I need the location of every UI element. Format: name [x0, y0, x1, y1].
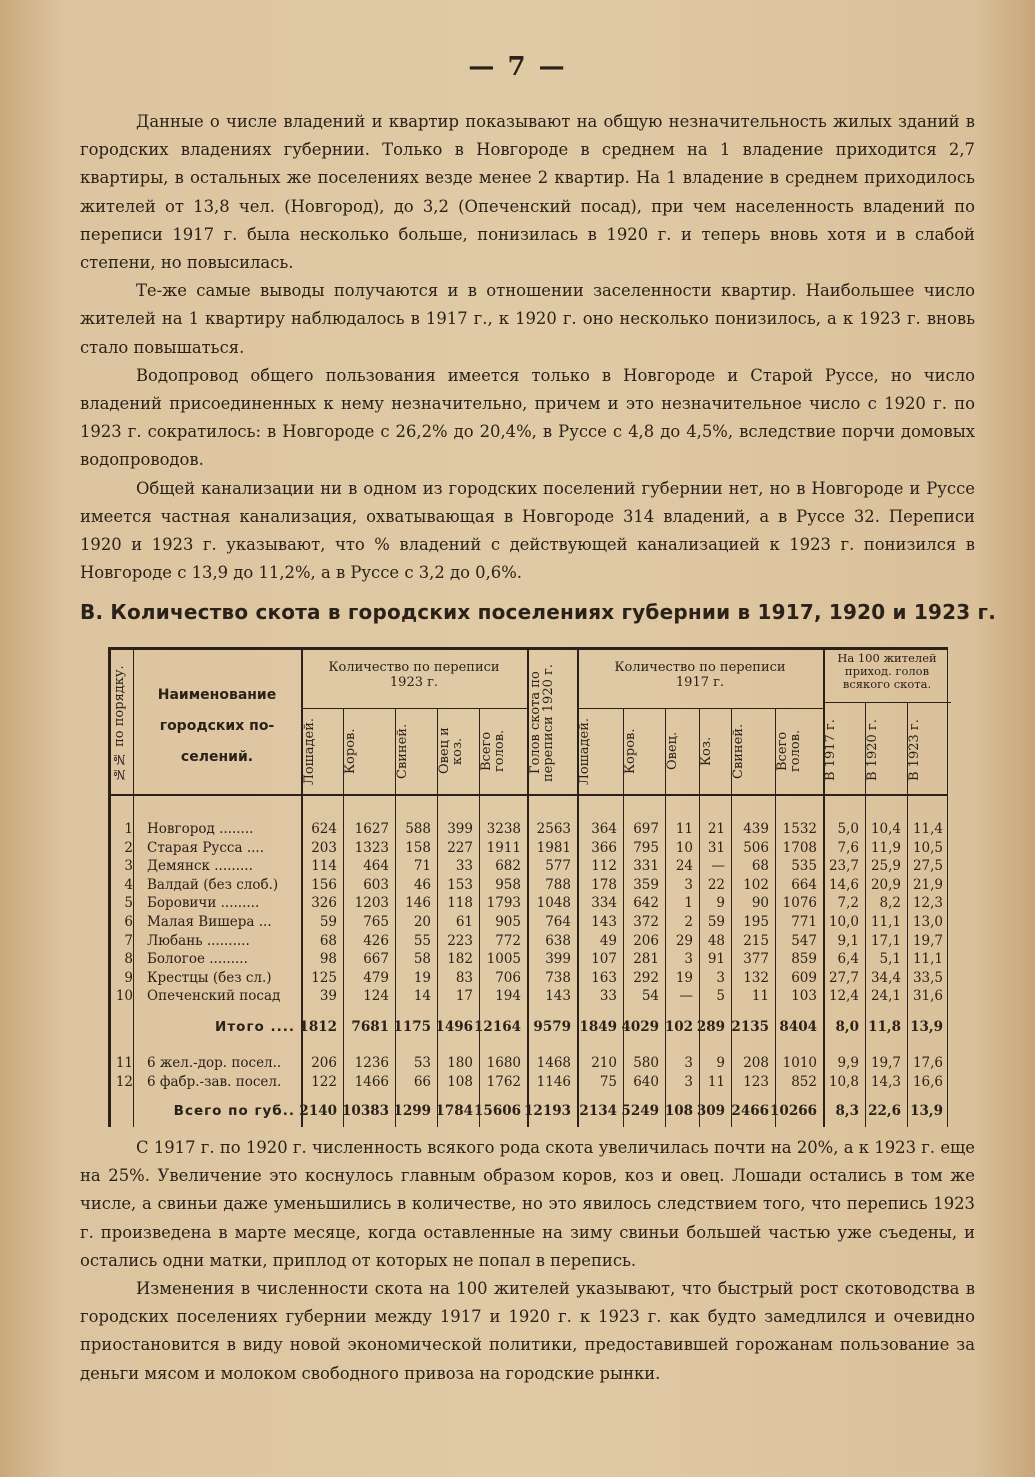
paragraph: Изменения в численности скота на 100 жителей указывают, что быстрый рост скотоводства в городских поселениях губернии между 1917 и 1920 г. к 1923 г. как будто замедлился и очевидно приостановится в виду новой экономической политики, предоставившей горожанам пользование за деньги мясом и молоком свободного привоза на городские рынки.: [80, 1279, 975, 1383]
table-cell: 1793: [486, 895, 521, 912]
table-row: [111, 969, 947, 987]
table-cell: 588: [405, 821, 431, 837]
table-cell: 664: [791, 876, 817, 893]
table-cell: 215: [743, 932, 769, 949]
table-cell: 464: [363, 858, 389, 875]
table-cell: 8404: [779, 1019, 817, 1035]
row-name: Всего по губ..: [173, 1103, 295, 1119]
header-sub: Свиней.: [731, 723, 746, 779]
row-index: 11: [115, 1055, 133, 1071]
table-cell: 14,3: [870, 1074, 901, 1090]
table-cell: 11: [707, 1074, 725, 1090]
table-cell: 859: [791, 951, 817, 968]
table-row: [111, 820, 947, 838]
table-cell: 1203: [354, 895, 389, 912]
table-cell: 158: [405, 839, 431, 856]
table-cell: 98: [319, 951, 337, 968]
header-sub: Всего голов.: [479, 729, 507, 773]
table-cell: 123: [743, 1074, 769, 1090]
table-cell: 39: [319, 988, 337, 1005]
table-cell: 638: [545, 932, 571, 949]
total-row: [111, 1102, 947, 1120]
table-cell: 2134: [579, 1103, 617, 1119]
table-row: [111, 1054, 947, 1072]
table-cell: 19: [675, 969, 693, 986]
table-cell: 1323: [354, 839, 389, 856]
table-cell: 146: [405, 895, 431, 912]
table-cell: 103: [791, 988, 817, 1005]
table-cell: —: [679, 988, 693, 1005]
table-cell: 143: [591, 914, 617, 930]
table-cell: 31: [707, 839, 725, 856]
table-cell: 1812: [299, 1019, 337, 1035]
table-cell: 13,9: [910, 1019, 943, 1035]
paragraph: Водопровод общего пользования имеется только в Новгороде и Старой Руссе, но число владений присоединенных к нему незначительно, причем и это незначительное число с 1920 г. по 1923 г. сократилось: в Новгороде с 26,2% до 20,4%, в Руссе с 4,8 до 4,5%, вследствие порчи домовых водопроводов.: [80, 365, 975, 470]
table-cell: 642: [633, 895, 659, 912]
table-cell: 377: [743, 951, 769, 968]
table-cell: 156: [311, 876, 337, 893]
row-name: Любань ..........: [147, 932, 250, 949]
table-cell: 738: [545, 969, 571, 986]
table-cell: 1146: [536, 1074, 571, 1090]
table-cell: 206: [633, 932, 659, 949]
table-cell: 3: [684, 1055, 693, 1071]
table-cell: 208: [743, 1055, 769, 1071]
table-cell: 11,9: [870, 839, 901, 856]
table-cell: 3: [684, 951, 693, 968]
table-cell: 771: [791, 914, 817, 930]
table-cell: 1849: [579, 1019, 617, 1035]
table-cell: 765: [363, 914, 389, 930]
table-cell: 4029: [621, 1019, 659, 1035]
paragraph: Данные о числе владений и квартир показывают на общую незначительность жилых зданий в городских владениях губернии. Только в Новгороде в среднем на 1 владение приходится 2,7 квартиры, в остальных же поселениях везде менее 2 квартир. На 1 владение в среднем приходилось жителей от 13,8 чел. (Новгород), до 3,2 (Опеченский посад), при чем населенность владений по переписи 1917 г. была несколько больше, понизилась в 1920 г. и теперь вновь хотя и в слабой степени, но повысилась.: [80, 112, 975, 273]
table-cell: 11,1: [912, 951, 943, 968]
table-cell: 112: [591, 858, 617, 875]
table-cell: 75: [599, 1074, 617, 1090]
header-sub: В 1923 г.: [907, 719, 922, 781]
table-cell: 114: [311, 858, 337, 875]
header-sub: Всего голов.: [775, 729, 803, 773]
table-cell: 29: [675, 932, 693, 949]
table-cell: 68: [751, 858, 769, 875]
table-cell: 1005: [486, 951, 521, 968]
table-cell: 83: [455, 969, 473, 986]
table-cell: 227: [447, 839, 473, 856]
table-cell: 24,1: [870, 988, 901, 1005]
table-cell: 108: [447, 1074, 473, 1090]
row-index: 12: [115, 1074, 133, 1090]
table-cell: 14,6: [828, 876, 859, 893]
paragraph: Те-же самые выводы получаются и в отношении заселенности квартир. Наибольшее число жителей на 1 квартиру наблюдалось в 1917 г., к 1920 г. оно несколько понизилось, а к 1923 г. вновь стало повышаться.: [80, 281, 975, 357]
table-cell: 59: [707, 914, 725, 930]
table-cell: 17: [455, 988, 473, 1005]
table-cell: 55: [413, 932, 431, 949]
table-cell: 603: [363, 876, 389, 893]
table-cell: 48: [707, 932, 725, 949]
table-cell: 17,6: [912, 1055, 943, 1071]
table-cell: 132: [743, 969, 769, 986]
table-cell: 10266: [770, 1103, 817, 1119]
table-cell: 19: [413, 969, 431, 986]
header-sub: Лошадей.: [302, 717, 317, 785]
table-cell: 12,4: [828, 988, 859, 1005]
table-cell: 1708: [782, 839, 817, 856]
table-cell: 1: [684, 895, 693, 912]
table-cell: 1784: [435, 1103, 473, 1119]
table-cell: 124: [363, 988, 389, 1005]
table-cell: 118: [447, 895, 473, 912]
table-cell: 9,9: [837, 1055, 859, 1071]
table-cell: 182: [447, 951, 473, 968]
table-cell: 281: [633, 951, 659, 968]
row-name: Демянск .........: [147, 858, 253, 875]
table-cell: 53: [413, 1055, 431, 1071]
table-cell: 1532: [782, 821, 817, 837]
table-cell: 203: [311, 839, 337, 856]
intro-text: [80, 108, 975, 587]
table-cell: 195: [743, 914, 769, 930]
row-name: Крестцы (без сл.): [147, 969, 272, 986]
table-cell: 7681: [351, 1019, 389, 1035]
table-cell: 24: [675, 858, 693, 875]
table-cell: 10: [675, 839, 693, 856]
header-group-1920: Голов скота по переписи 1920 г.: [528, 664, 556, 782]
page-number: — 7 —: [468, 52, 567, 82]
row-name: Малая Вишера ...: [147, 914, 272, 930]
row-index: 6: [124, 914, 133, 930]
table-cell: 10,8: [828, 1074, 859, 1090]
row-index: 2: [124, 839, 133, 856]
table-cell: 2: [684, 914, 693, 930]
table-cell: 640: [633, 1074, 659, 1090]
table-cell: 5249: [621, 1103, 659, 1119]
table-cell: 5,0: [837, 821, 859, 837]
livestock-table: [108, 647, 948, 1127]
table-cell: 10383: [342, 1103, 389, 1119]
table-cell: 54: [641, 988, 659, 1005]
table-cell: 102: [664, 1019, 693, 1035]
table-cell: 178: [591, 876, 617, 893]
table-row: [111, 913, 947, 931]
table-cell: 292: [633, 969, 659, 986]
header-sub: В 1917 г.: [823, 719, 838, 781]
table-cell: 580: [633, 1055, 659, 1071]
table-cell: 33: [599, 988, 617, 1005]
table-cell: 506: [743, 839, 769, 856]
table-cell: 609: [791, 969, 817, 986]
table-cell: 479: [363, 969, 389, 986]
table-cell: —: [711, 858, 725, 875]
table-cell: 91: [707, 951, 725, 968]
table-cell: 5,1: [879, 951, 901, 968]
row-name: Итого ....: [215, 1019, 295, 1035]
outro-text: [80, 1134, 975, 1388]
table-cell: 399: [447, 821, 473, 837]
table-row: [111, 932, 947, 950]
row-name: Новгород ........: [147, 821, 254, 837]
table-cell: 9: [716, 895, 725, 912]
header-name: Наименование городских по- селений.: [157, 687, 277, 765]
table-row: [111, 1073, 947, 1091]
header-group-1917: Количество по переписи 1917 г.: [614, 660, 786, 690]
table-cell: 289: [696, 1019, 725, 1035]
table-cell: 439: [743, 821, 769, 837]
table-row: [111, 839, 947, 857]
table-cell: 309: [696, 1103, 725, 1119]
table-cell: 359: [633, 876, 659, 893]
table-cell: 31,6: [912, 988, 943, 1005]
table-cell: 13,9: [910, 1103, 943, 1119]
table-cell: 22: [707, 876, 725, 893]
table-cell: 1680: [486, 1055, 521, 1071]
table-cell: 107: [591, 951, 617, 968]
table-cell: 2135: [731, 1019, 769, 1035]
table-cell: 46: [413, 876, 431, 893]
header-sub: Овец.: [665, 731, 680, 771]
header-index: №№ по порядку.: [112, 665, 127, 781]
table-cell: 11: [751, 988, 769, 1005]
header-sub: Коров.: [623, 728, 638, 774]
table-row: [111, 950, 947, 968]
table-cell: 11: [675, 821, 693, 837]
table-cell: 25,9: [870, 858, 901, 875]
table-cell: 772: [495, 932, 521, 949]
table-cell: 1299: [393, 1103, 431, 1119]
table-row: [111, 857, 947, 875]
table-cell: 58: [413, 951, 431, 968]
header-sub: Коз.: [699, 736, 714, 766]
header-group-1923: Количество по переписи 1923 г.: [328, 660, 500, 690]
table-cell: 34,4: [870, 969, 901, 986]
table-cell: 426: [363, 932, 389, 949]
table-cell: 9,1: [837, 932, 859, 949]
table-cell: 21: [707, 821, 725, 837]
paragraph: Общей канализации ни в одном из городских поселений губернии нет, но в Новгороде и Руссе имеется частная канализация, охватывающая в Новгороде 314 владений, а в Руссе 32. Переписи 1920 и 1923 г. указывают, что % владений с действующей канализацией к 1923 г. понизился в Новгороде с 13,9 до 11,2%, а в Руссе с 3,2 до 0,6%.: [80, 478, 975, 583]
table-cell: 372: [633, 914, 659, 930]
table-cell: 1911: [486, 839, 521, 856]
table-cell: 1048: [536, 895, 571, 912]
table-cell: 102: [743, 876, 769, 893]
table-cell: 1468: [536, 1055, 571, 1071]
table-cell: 90: [751, 895, 769, 912]
table-cell: 2140: [299, 1103, 337, 1119]
table-cell: 10,4: [870, 821, 901, 837]
header-sub: Свиней.: [395, 723, 410, 779]
total-row: [111, 1018, 947, 1036]
row-index: 10: [115, 988, 133, 1005]
row-index: 7: [124, 932, 133, 949]
table-cell: 163: [591, 969, 617, 986]
table-cell: 667: [363, 951, 389, 968]
table-cell: 11,1: [870, 914, 901, 930]
row-name: Боровичи .........: [147, 895, 260, 912]
table-cell: 180: [447, 1055, 473, 1071]
table-cell: 7,2: [837, 895, 859, 912]
table-cell: 12,3: [912, 895, 943, 912]
row-name: Старая Русса ....: [147, 839, 264, 856]
table-cell: 12193: [524, 1103, 571, 1119]
row-index: 8: [124, 951, 133, 968]
table-cell: 19,7: [870, 1055, 901, 1071]
row-index: 9: [124, 969, 133, 986]
table-cell: 14: [413, 988, 431, 1005]
table-cell: 20,9: [870, 876, 901, 893]
table-cell: 905: [495, 914, 521, 930]
table-cell: 2466: [731, 1103, 769, 1119]
table-cell: 8,0: [835, 1019, 859, 1035]
table-cell: 852: [791, 1074, 817, 1090]
table-cell: 795: [633, 839, 659, 856]
row-index: 5: [124, 895, 133, 912]
table-cell: 547: [791, 932, 817, 949]
row-index: 4: [124, 876, 133, 893]
table-cell: 9579: [533, 1019, 571, 1035]
table-cell: 27,5: [912, 858, 943, 875]
table-cell: 366: [591, 839, 617, 856]
table-cell: 125: [311, 969, 337, 986]
table-row: [111, 987, 947, 1005]
table-cell: 49: [599, 932, 617, 949]
table-cell: 108: [664, 1103, 693, 1119]
table-row: [111, 894, 947, 912]
table-cell: 9: [716, 1055, 725, 1071]
table-cell: 2563: [536, 821, 571, 837]
table-cell: 20: [413, 914, 431, 930]
table-cell: 788: [545, 876, 571, 893]
table-cell: 364: [591, 821, 617, 837]
table-cell: 1762: [486, 1074, 521, 1090]
header-sub: Лошадей.: [577, 717, 592, 785]
table-cell: 8,2: [879, 895, 901, 912]
table-cell: 624: [311, 821, 337, 837]
table-cell: 27,7: [828, 969, 859, 986]
table-cell: 697: [633, 821, 659, 837]
table-cell: 331: [633, 858, 659, 875]
section-heading: В. Количество скота в городских поселениях губернии в 1917, 1920 и 1923 г.: [80, 600, 996, 624]
table-cell: 399: [545, 951, 571, 968]
table-cell: 5: [716, 988, 725, 1005]
table-cell: 706: [495, 969, 521, 986]
table-cell: 334: [591, 895, 617, 912]
table-cell: 11,4: [912, 821, 943, 837]
paragraph: С 1917 г. по 1920 г. численность всякого рода скота увеличилась почти на 20%, а к 1923 г. еще на 25%. Увеличение это коснулось главным образом коров, коз и овец. Лошади остались в том же числе, а свиньи даже уменьшились в количестве, но это явилось следствием того, что перепись 1923 г. произведена в марте месяце, когда оставленные на зиму свиньи большей частью уже съедены, и остались одни матки, приплод от которых не попал в перепись.: [80, 1138, 975, 1270]
table-cell: 33: [455, 858, 473, 875]
table-cell: 68: [319, 932, 337, 949]
table-cell: 3: [684, 876, 693, 893]
table-cell: 66: [413, 1074, 431, 1090]
table-cell: 23,7: [828, 858, 859, 875]
table-cell: 17,1: [870, 932, 901, 949]
table-cell: 535: [791, 858, 817, 875]
table-cell: 153: [447, 876, 473, 893]
table-cell: 194: [495, 988, 521, 1005]
row-name: Опеченский посад: [147, 988, 281, 1005]
header-sub: В 1920 г.: [865, 719, 880, 781]
table-cell: 11,8: [868, 1019, 901, 1035]
table-cell: 12164: [474, 1019, 521, 1035]
row-index: 1: [124, 821, 133, 837]
table-cell: 223: [447, 932, 473, 949]
table-cell: 33,5: [912, 969, 943, 986]
row-name: Валдай (без слоб.): [147, 876, 279, 893]
table-row: [111, 876, 947, 894]
table-cell: 1627: [354, 821, 389, 837]
row-name: 6 жел.-дор. посел..: [147, 1055, 282, 1071]
table-cell: 8,3: [835, 1103, 859, 1119]
table-cell: 1496: [435, 1019, 473, 1035]
table-cell: 1466: [354, 1074, 389, 1090]
table-cell: 143: [545, 988, 571, 1005]
table-cell: 71: [413, 858, 431, 875]
table-cell: 61: [455, 914, 473, 930]
table-cell: 15606: [474, 1103, 521, 1119]
table-cell: 682: [495, 858, 521, 875]
table-cell: 1981: [536, 839, 571, 856]
table-cell: 16,6: [912, 1074, 943, 1090]
table-cell: 764: [545, 914, 571, 930]
table-cell: 1236: [354, 1055, 389, 1071]
table-cell: 13,0: [912, 914, 943, 930]
header-sub: Коров.: [343, 728, 358, 774]
table-cell: 7,6: [837, 839, 859, 856]
row-name: 6 фабр.-зав. посел.: [147, 1074, 282, 1090]
table-cell: 59: [319, 914, 337, 930]
table-cell: 206: [311, 1055, 337, 1071]
table-cell: 3: [716, 969, 725, 986]
table-cell: 21,9: [912, 876, 943, 893]
row-name: Бологое .........: [147, 951, 248, 968]
table-cell: 210: [591, 1055, 617, 1071]
table-cell: 577: [545, 858, 571, 875]
table-cell: 958: [495, 876, 521, 893]
table-cell: 1076: [782, 895, 817, 912]
table-cell: 22,6: [868, 1103, 901, 1119]
table-cell: 1010: [782, 1055, 817, 1071]
table-cell: 1175: [393, 1019, 431, 1035]
table-cell: 19,7: [912, 932, 943, 949]
row-index: 3: [124, 858, 133, 875]
table-cell: 122: [311, 1074, 337, 1090]
header-sub: Овец и коз.: [437, 727, 465, 775]
header-group-per100: На 100 жителей приход. голов всякого скота.: [837, 651, 937, 691]
table-cell: 326: [311, 895, 337, 912]
table-cell: 3: [684, 1074, 693, 1090]
table-cell: 10,0: [828, 914, 859, 930]
table-cell: 3238: [486, 821, 521, 837]
table-cell: 10,5: [912, 839, 943, 856]
table-cell: 6,4: [837, 951, 859, 968]
